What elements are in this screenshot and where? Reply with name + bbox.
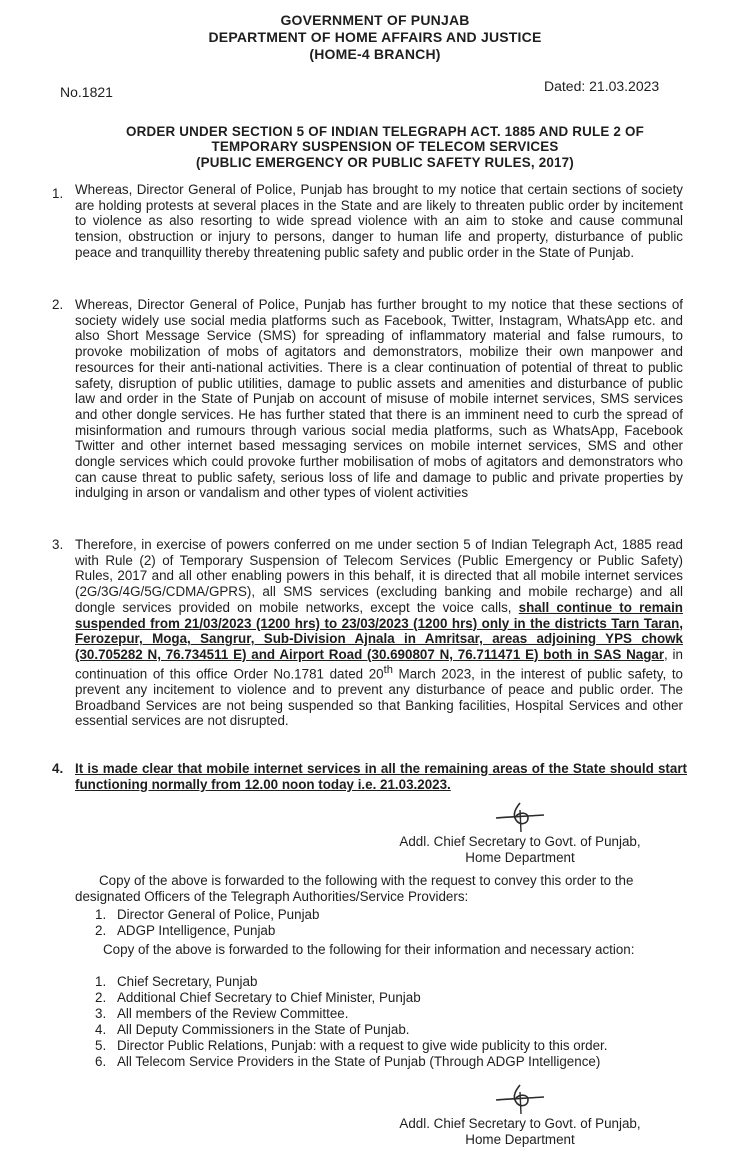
copy-forward-intro-1: Copy of the above is forwarded to the following with the request to convey this order to the designated Officers of the Telegraph Authorities/Service Providers:: [75, 873, 634, 904]
signature-mark-icon: [490, 800, 550, 834]
paragraph-1: Whereas, Director General of Police, Punjab has brought to my notice that certain sections of society are holding protests at several places in the State and are likely to threaten public order by incitement to violence as also resorting to wide spread violence with an aim to stoke and cause communal tension, obstruction or injury to persons, danger to human life and property, disturbance of public peace and tranquillity thereby threatening public safety and public order in the State of Punjab.: [75, 182, 683, 260]
list-item: [95, 990, 608, 1006]
signature-block-2: [370, 1082, 670, 1148]
list-item-number: 5.: [95, 1038, 107, 1053]
list-item: [95, 974, 608, 990]
list-item-number: 6.: [95, 1054, 107, 1069]
signature-2-designation: Addl. Chief Secretary to Govt. of Punjab,: [399, 1116, 641, 1131]
paragraph-4-number: 4.: [52, 761, 64, 776]
list-item-number: 4.: [95, 1022, 107, 1037]
list-item: [95, 923, 319, 939]
order-title-line-3: (PUBLIC EMERGENCY OR PUBLIC SAFETY RULES, 2017): [196, 155, 574, 170]
list-item-text: Director Public Relations, Punjab: with a request to give wide publicity to this order.: [117, 1038, 608, 1053]
signature-block-1: [370, 800, 670, 866]
list-item-number: 2.: [95, 923, 107, 938]
list-item-text: ADGP Intelligence, Punjab: [117, 923, 276, 938]
signature-1-designation: Addl. Chief Secretary to Govt. of Punjab,: [399, 834, 641, 849]
list-item-text: All Telecom Service Providers in the State of Punjab (Through ADGP Intelligence): [117, 1054, 601, 1069]
header-department: DEPARTMENT OF HOME AFFAIRS AND JUSTICE: [208, 29, 542, 45]
list-item: [95, 1022, 608, 1038]
list-item-text: Chief Secretary, Punjab: [117, 974, 258, 989]
paragraph-3-number: 3.: [52, 537, 64, 552]
list-item: [95, 907, 319, 923]
paragraph-3-text-b: , in continuation of this office Order No.1781 dated 20: [75, 646, 683, 682]
order-title-line-2: TEMPORARY SUSPENSION OF TELECOM SERVICES: [211, 139, 559, 154]
list-item: [95, 1054, 608, 1070]
signature-1-department: Home Department: [465, 850, 575, 865]
copy-recipients-list-2: [95, 974, 608, 1070]
paragraph-3: [75, 537, 683, 729]
list-item-number: 3.: [95, 1006, 107, 1021]
list-item-number: 1.: [95, 907, 107, 922]
copy-recipients-list-1: [95, 907, 319, 939]
list-item-number: 2.: [95, 990, 107, 1005]
list-item: [95, 1006, 608, 1022]
suspension-directive: shall continue to remain suspended from 21/03/2023 (1200 hrs) to 23/03/2023 (1200 hrs) only in the districts Tarn Taran, Ferozepur, Moga, Sangrur, Sub-Division Ajnala in Amritsar, areas adjoining YPS chowk (30.705282 N, 76.734511 E) and Airport Road (30.690807 N, 76.711471 E) both in SAS Nagar: [75, 599, 683, 662]
order-date: Dated: 21.03.2023: [544, 78, 660, 94]
order-title-line-1: ORDER UNDER SECTION 5 OF INDIAN TELEGRAPH ACT. 1885 AND RULE 2 OF: [126, 124, 644, 139]
paragraph-3-text-c: March 2023, in the interest of public safety, to prevent any incitement to violence and to prevent any disturbance of peace and public order. The Broadband Services are not being suspended so that Banking facilities, Hospital Services and other essential services are not disrupted.: [75, 666, 683, 729]
list-item: [95, 1038, 608, 1054]
paragraph-3-text-a: Therefore, in exercise of powers conferred on me under section 5 of Indian Telegraph Act, 1885 read with Rule (2) of Temporary Suspension of Telecom Services (Public Emergency or Public Safety) Rules, 2017 and all other enabling powers in this behalf, it is directed that all mobile internet services (2G/3G/4G/5G/CDMA/GPRS), all SMS services (excluding banking and mobile recharge) and all dongle services provided on mobile networks, except the voice calls,: [75, 537, 683, 615]
header-government: GOVERNMENT OF PUNJAB: [280, 12, 470, 28]
signature-mark-icon: [490, 1082, 550, 1116]
header-branch: (HOME-4 BRANCH): [309, 46, 441, 62]
list-item-text: Additional Chief Secretary to Chief Minister, Punjab: [117, 990, 421, 1005]
copy-forward-intro-2: Copy of the above is forwarded to the following for their information and necessary action:: [103, 942, 635, 957]
list-item-text: Director General of Police, Punjab: [117, 907, 320, 922]
list-item-text: All members of the Review Committee.: [117, 1006, 349, 1021]
paragraph-2: Whereas, Director General of Police, Punjab has further brought to my notice that these sections of society widely use social media platforms such as Facebook, Twitter, Instagram, WhatsApp etc. and also Short Message Service (SMS) for spreading of inflammatory material and false rumours, to provoke mobilization of mobs of agitators and demonstrators, mobilize their own manpower and resources for their anti-national activities. There is a clear continuation of potential of threat to public safety, disruption of public utilities, damage to public assets and amenities and disturbance of public law and order in the State of Punjab on account of misuse of mobile internet services, SMS services and other dongle services. He has further stated that there is an imminent need to curb the spread of misinformation and rumours through various social media platforms, such as WhatsApp, Facebook Twitter and other internet based messaging services on mobile internet services, SMS and other dongle services which could provoke further mobilisation of mobs of agitators and demonstrators who can cause threat to public safety, serious loss of life and damage to public and private properties by indulging in arson or vandalism and other types of violent activities: [75, 297, 683, 501]
signature-2-department: Home Department: [465, 1132, 575, 1147]
order-number: No.1821: [60, 84, 113, 100]
paragraph-2-number: 2.: [52, 297, 64, 312]
paragraph-1-number: 1.: [52, 186, 64, 201]
list-item-number: 1.: [95, 974, 107, 989]
ordinal-suffix: th: [383, 663, 393, 676]
list-item-text: All Deputy Commissioners in the State of Punjab.: [117, 1022, 410, 1037]
paragraph-4: It is made clear that mobile internet services in all the remaining areas of the State should start functioning normally from 12.00 noon today i.e. 21.03.2023.: [75, 761, 687, 792]
